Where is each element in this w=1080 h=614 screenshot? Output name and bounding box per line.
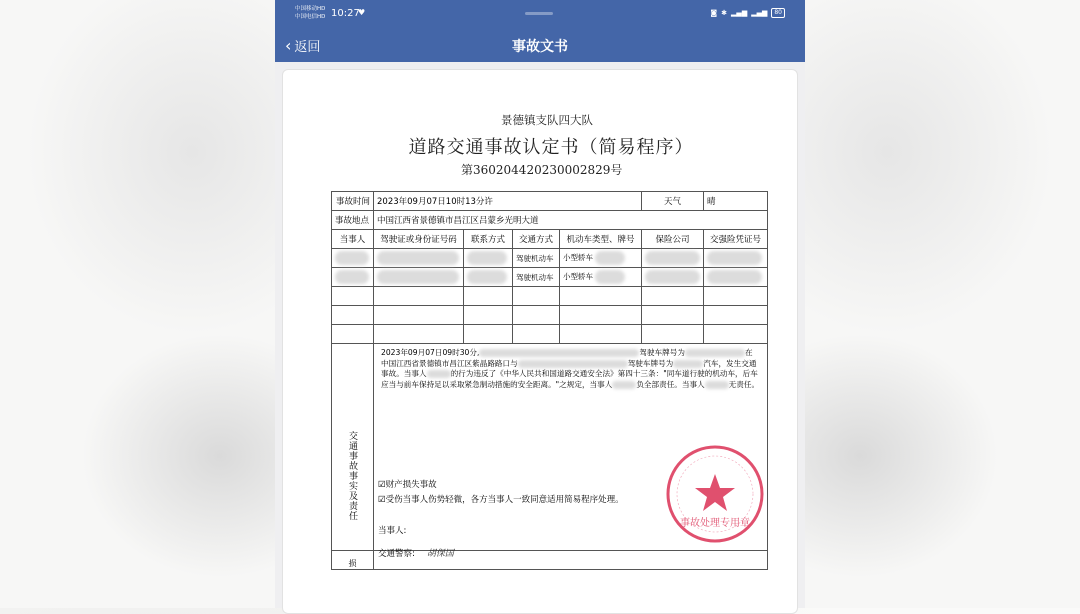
party-header-row <box>332 230 768 249</box>
facts-text: 2023年09月07日09时30分, 驾驶车牌号为 在中国江西省景德镇市昌江区紫晶路路口与 驾驶车牌号为 汽车，发生交通事故。当事人 的行为违反了《中华人民共和国道路交通安全法》第四十三条："同车道行驶的机动车，后车应当与前车保持足以采取紧急制动措施的安全距离。"之规定，当事人 负全部责任。当事人 无责任。 <box>381 348 760 389</box>
redacted-cell <box>332 249 374 268</box>
location-value: 中国江西省景德镇市昌江区吕蒙乡光明大道 <box>374 211 768 230</box>
police-sign-line: 交通警察: 胡保国 <box>378 549 454 559</box>
page-title: 事故文书 <box>512 39 568 55</box>
col-vehicle: 机动车类型、牌号 <box>560 230 642 249</box>
battery-icon: 80 <box>771 8 785 18</box>
party-row <box>332 249 768 268</box>
weather-label: 天气 <box>642 192 704 211</box>
phone-screen <box>275 0 805 608</box>
redacted-cell <box>464 249 513 268</box>
checkbox-minor-injury: ☑受伤当事人伤势轻微，各方当事人一致同意适用简易程序处理。 <box>378 495 624 505</box>
redacted-cell <box>374 249 464 268</box>
facts-label: 交通事故事实及责任 <box>347 431 357 521</box>
next-row-label: 损 <box>332 551 374 570</box>
empty-row <box>332 306 768 325</box>
accident-time-label: 事故时间 <box>332 192 374 211</box>
checkbox-lines <box>378 478 624 508</box>
weather-value: 晴 <box>704 192 768 211</box>
redacted-cell <box>374 268 464 287</box>
carrier-2: 中国电信HD <box>295 14 326 20</box>
document-title: 道路交通事故认定书（简易程序） <box>408 137 694 158</box>
document-card[interactable] <box>282 69 798 614</box>
nav-bar <box>275 28 805 62</box>
carrier-1: 中国移动HD <box>295 6 326 12</box>
svg-text:事故处理专用章: 事故处理专用章 <box>680 518 751 529</box>
back-label: 返回 <box>294 40 321 55</box>
issuing-unit: 景德镇支队四大队 <box>501 113 593 127</box>
col-transport: 交通方式 <box>513 230 560 249</box>
background-right <box>805 0 1080 608</box>
signal-icon-2: ▂▄▆ <box>751 9 768 17</box>
checkbox-property-loss: ☑财产损失事故 <box>378 480 437 490</box>
party-sign-label: 当事人: <box>378 526 407 536</box>
heart-icon: ♥ <box>358 8 366 17</box>
carrier-info <box>295 5 325 21</box>
status-bar <box>275 0 805 28</box>
document-number: 第360204420230002829号 <box>461 163 623 177</box>
alarm-icon: ◙ <box>710 9 718 17</box>
location-label: 事故地点 <box>332 211 374 230</box>
empty-row <box>332 287 768 306</box>
redacted-cell <box>642 249 704 268</box>
drag-handle[interactable] <box>525 12 553 15</box>
official-seal-icon <box>665 444 765 544</box>
empty-row <box>332 325 768 344</box>
col-party: 当事人 <box>332 230 374 249</box>
col-license: 驾驶证或身份证号码 <box>374 230 464 249</box>
top-bar <box>275 0 805 62</box>
party-row <box>332 268 768 287</box>
accident-form <box>331 191 768 570</box>
chevron-left-icon: ‹ <box>285 35 292 55</box>
bluetooth-icon: ✱ <box>721 9 728 17</box>
redacted-cell <box>642 268 704 287</box>
col-insurance-no: 交强险凭证号 <box>704 230 768 249</box>
background-left <box>0 0 275 608</box>
signal-icon: ▂▄▆ <box>731 9 748 17</box>
transport-cell: 驾驶机动车 <box>513 268 560 287</box>
col-contact: 联系方式 <box>464 230 513 249</box>
facts-row <box>332 344 768 551</box>
transport-cell: 驾驶机动车 <box>513 249 560 268</box>
facts-content-cell <box>374 344 768 559</box>
redacted-cell <box>704 268 768 287</box>
vehicle-cell: 小型轿车 <box>560 268 642 287</box>
status-time: 10:27 <box>331 8 360 19</box>
redacted-cell <box>464 268 513 287</box>
vehicle-cell: 小型轿车 <box>560 249 642 268</box>
accident-time-value: 2023年09月07日10时13分许 <box>374 192 642 211</box>
police-signature: 胡保国 <box>426 549 454 559</box>
redacted-cell <box>332 268 374 287</box>
signature-lines <box>378 520 454 566</box>
facts-label-cell <box>332 344 374 551</box>
col-insurer: 保险公司 <box>642 230 704 249</box>
system-icons <box>710 8 785 18</box>
redacted-cell <box>704 249 768 268</box>
